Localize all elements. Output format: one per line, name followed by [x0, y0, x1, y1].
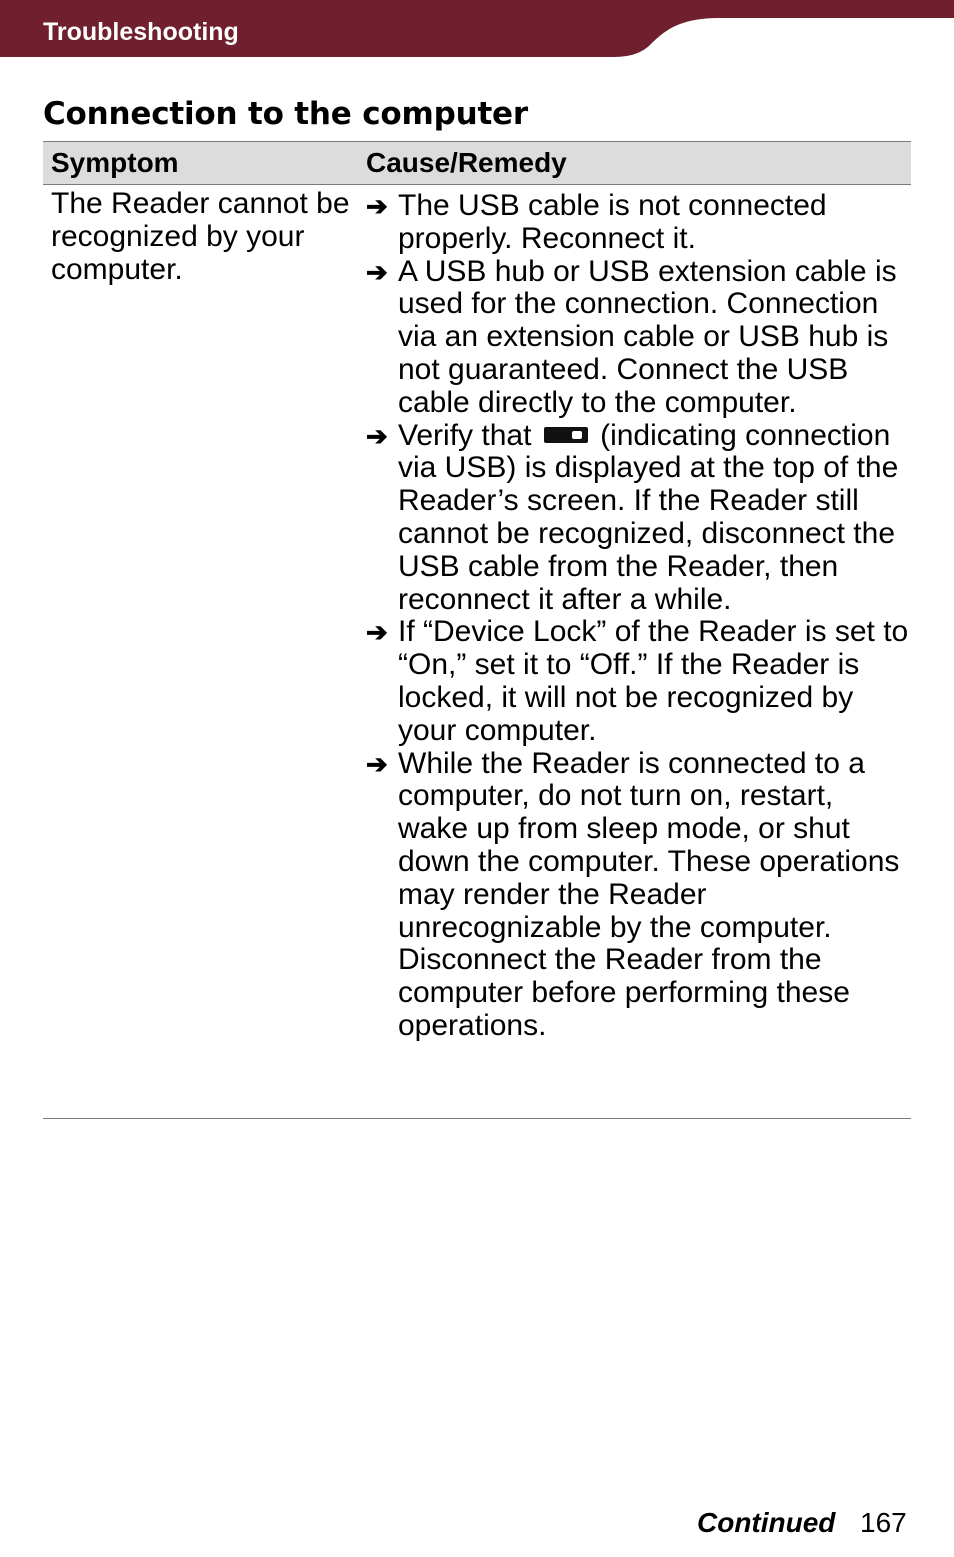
remedy-text: The USB cable is not connected properly. Reconnect it.: [398, 189, 827, 255]
symptom-cell: The Reader cannot be recognized by your computer.: [51, 187, 350, 286]
remedy-text: A USB hub or USB extension cable is used for the connection. Connection via an extension cable or USB hub is not guaranteed. Connect the USB cable directly to the computer.: [398, 254, 897, 419]
remedy-item: [366, 420, 911, 617]
remedy-item: [366, 748, 911, 1043]
column-header-cause-remedy: Cause/Remedy: [366, 147, 567, 178]
column-header-symptom: Symptom: [51, 147, 179, 178]
continued-label: Continued: [697, 1507, 836, 1538]
arrow-right-icon: ➔: [366, 748, 388, 779]
usb-connection-icon: [544, 427, 588, 443]
arrow-right-icon: ➔: [366, 256, 388, 287]
remedy-item: [366, 256, 911, 420]
table-header-row: [43, 141, 911, 185]
remedy-item: [366, 616, 911, 747]
section-title: Connection to the computer: [43, 96, 528, 132]
remedy-list: [366, 190, 911, 1043]
remedy-text: While the Reader is connected to a computer, do not turn on, restart, wake up from sleep mode, or shut down the computer. These operations may render the Reader unrecognizable by the computer. Disconnect the Reader from the computer before performing these operations.: [398, 746, 900, 1042]
header-banner: [0, 0, 954, 60]
remedy-text: If “Device Lock” of the Reader is set to “On,” set it to “Off.” If the Reader is locked, it will not be recognized by your computer.: [398, 615, 909, 747]
arrow-right-icon: ➔: [366, 191, 388, 221]
header-title: Troubleshooting: [43, 18, 239, 46]
remedy-text-after-icon: (indicating connection via USB) is displayed at the top of the Reader’s screen. If the Reader still cannot be recognized, disconnect the USB cable from the Reader, then reconnect it after a while.: [398, 418, 899, 616]
remedy-text-before-icon: Verify that: [398, 418, 532, 452]
arrow-right-icon: ➔: [366, 420, 388, 451]
arrow-right-icon: ➔: [366, 617, 388, 648]
page-number: 167: [860, 1507, 907, 1538]
remedy-item: [366, 190, 911, 256]
table-bottom-rule: [43, 1118, 911, 1119]
